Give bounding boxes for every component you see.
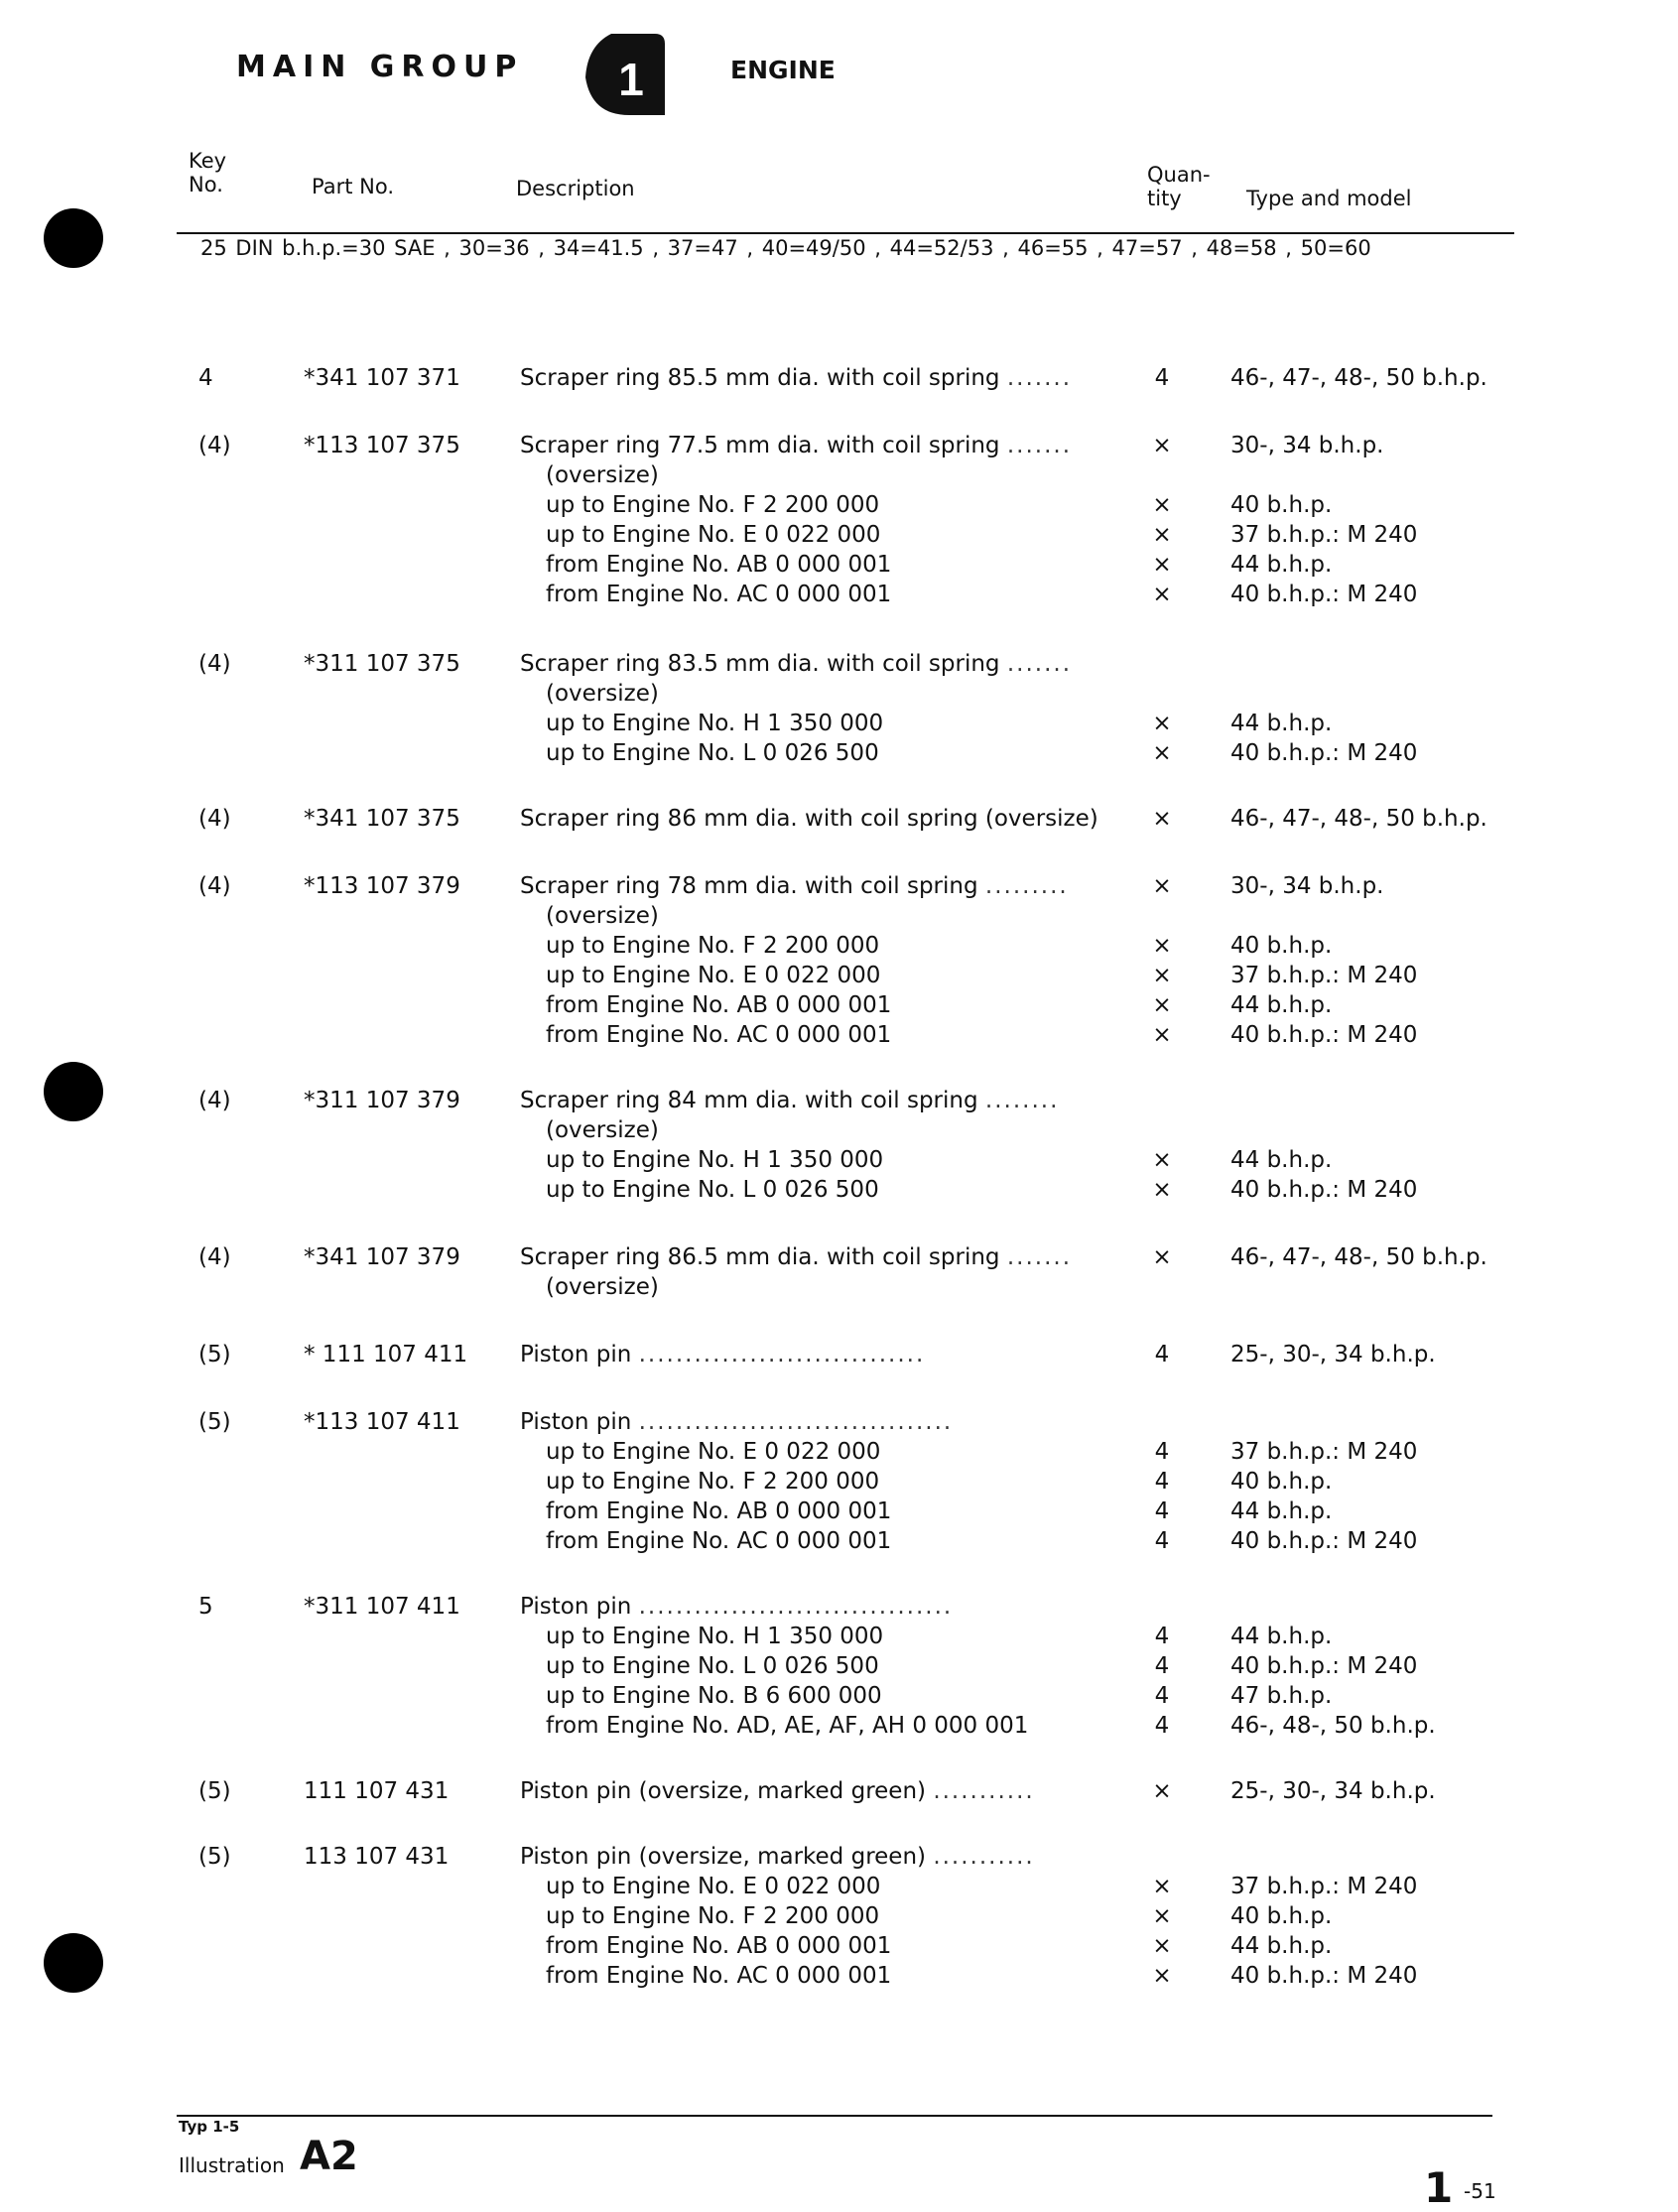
header-rule — [177, 232, 1514, 234]
part-description — [546, 679, 659, 709]
part-description — [546, 1437, 880, 1467]
key-number: 5 — [198, 1594, 213, 1620]
type-model: 44 b.h.p. — [1230, 992, 1333, 1018]
description-text: Piston pin (oversize, marked green) — [520, 1778, 926, 1804]
description-text: (oversize) — [546, 903, 659, 929]
type-model: 44 b.h.p. — [1230, 1933, 1333, 1959]
part-line — [0, 363, 1678, 393]
type-model: 30-, 34 b.h.p. — [1230, 873, 1384, 899]
quantity: × — [1152, 1244, 1172, 1270]
part-description — [546, 1711, 1028, 1741]
part-line — [0, 1175, 1678, 1205]
type-model: 40 b.h.p.: M 240 — [1230, 1963, 1418, 1989]
key-number: (5) — [198, 1409, 231, 1435]
quantity: × — [1152, 1903, 1172, 1929]
col-header-type: Type and model — [1246, 187, 1412, 210]
part-line — [0, 1842, 1678, 1872]
key-number: (4) — [198, 1088, 231, 1113]
part-line — [0, 1496, 1678, 1526]
type-model: 40 b.h.p. — [1230, 933, 1333, 959]
part-description — [546, 1901, 879, 1931]
part-entry — [0, 804, 1678, 834]
part-number: *311 107 375 — [304, 651, 460, 677]
type-model: 25-, 30-, 34 b.h.p. — [1230, 1342, 1436, 1367]
quantity: 4 — [1154, 365, 1170, 391]
description-text: up to Engine No. F 2 200 000 — [546, 492, 880, 518]
part-description — [520, 871, 1069, 901]
part-description — [546, 1496, 891, 1526]
description-text: up to Engine No. E 0 022 000 — [546, 963, 881, 988]
description-text: from Engine No. AB 0 000 001 — [546, 552, 892, 578]
quantity: 4 — [1154, 1653, 1170, 1679]
type-model: 44 b.h.p. — [1230, 1498, 1333, 1524]
col-header-quantity: Quan- tity — [1147, 163, 1211, 210]
part-number: 113 107 431 — [304, 1844, 450, 1870]
description-text: from Engine No. AB 0 000 001 — [546, 992, 892, 1018]
description-text: up to Engine No. L 0 026 500 — [546, 1653, 879, 1679]
part-description — [546, 1272, 659, 1302]
col-header-key: Key No. — [189, 149, 227, 196]
description-text: from Engine No. AC 0 000 001 — [546, 1528, 892, 1554]
type-model: 37 b.h.p.: M 240 — [1230, 1874, 1418, 1899]
leader-dots: ......... — [984, 873, 1069, 899]
quantity: × — [1152, 806, 1172, 832]
part-number: 111 107 431 — [304, 1778, 450, 1804]
part-description — [546, 1175, 879, 1205]
quantity: 4 — [1154, 1469, 1170, 1495]
part-description — [546, 1651, 879, 1681]
key-number: (4) — [198, 651, 231, 677]
description-text: up to Engine No. H 1 350 000 — [546, 1147, 884, 1173]
footer-typ: Typ 1-5 — [179, 2118, 240, 2136]
quantity: × — [1152, 873, 1172, 899]
part-entry — [0, 431, 1678, 609]
part-description — [520, 1407, 953, 1437]
part-line — [0, 1592, 1678, 1622]
leader-dots: ....... — [1006, 433, 1073, 458]
part-description — [546, 931, 879, 961]
description-text: up to Engine No. E 0 022 000 — [546, 1874, 881, 1899]
part-description — [546, 520, 880, 550]
type-model: 46-, 47-, 48-, 50 b.h.p. — [1230, 806, 1487, 832]
quantity: × — [1152, 492, 1172, 518]
part-line — [0, 990, 1678, 1020]
leader-dots: ....... — [1006, 651, 1073, 677]
description-text: up to Engine No. B 6 600 000 — [546, 1683, 882, 1709]
part-line — [0, 1467, 1678, 1496]
part-description — [520, 1842, 1035, 1872]
type-model: 44 b.h.p. — [1230, 552, 1333, 578]
description-text: Piston pin — [520, 1342, 632, 1367]
part-description — [546, 1020, 891, 1050]
quantity: 4 — [1154, 1713, 1170, 1739]
type-model: 46-, 47-, 48-, 50 b.h.p. — [1230, 1244, 1487, 1270]
group-title: ENGINE — [730, 56, 836, 84]
part-line — [0, 490, 1678, 520]
description-text: from Engine No. AB 0 000 001 — [546, 1933, 892, 1959]
group-number: 1 — [618, 54, 644, 105]
part-line — [0, 1961, 1678, 1991]
quantity: 4 — [1154, 1528, 1170, 1554]
part-entry — [0, 1776, 1678, 1806]
part-description — [546, 1467, 879, 1496]
description-text: up to Engine No. E 0 022 000 — [546, 1439, 881, 1465]
quantity: 4 — [1154, 1498, 1170, 1524]
part-entry — [0, 1086, 1678, 1205]
part-entry — [0, 1842, 1678, 1991]
part-line — [0, 804, 1678, 834]
part-line — [0, 709, 1678, 738]
part-description — [546, 1681, 882, 1711]
part-description — [546, 990, 891, 1020]
quantity: × — [1152, 933, 1172, 959]
part-line — [0, 1020, 1678, 1050]
quantity: × — [1152, 522, 1172, 548]
part-number: * 111 107 411 — [304, 1342, 468, 1367]
part-entry — [0, 1592, 1678, 1741]
key-number: (4) — [198, 1244, 231, 1270]
part-entry — [0, 363, 1678, 393]
part-description — [520, 1592, 953, 1622]
part-number: *341 107 375 — [304, 806, 460, 832]
quantity: × — [1152, 1933, 1172, 1959]
description-text: up to Engine No. H 1 350 000 — [546, 1624, 884, 1649]
part-description — [520, 1242, 1072, 1272]
type-model: 44 b.h.p. — [1230, 1147, 1333, 1173]
part-description — [546, 1872, 880, 1901]
hp-equivalence-line: 25 DIN b.h.p.=30 SAE , 30=36 , 34=41.5 , 37=47 , 40=49/50 , 44=52/53 , 46=55 , 47=57 , 48=58 , 50=60 — [200, 236, 1371, 260]
part-line — [0, 1651, 1678, 1681]
type-model: 44 b.h.p. — [1230, 711, 1333, 736]
key-number: (4) — [198, 873, 231, 899]
col-header-part: Part No. — [312, 175, 394, 198]
quantity: × — [1152, 1147, 1172, 1173]
part-line — [0, 1711, 1678, 1741]
part-line — [0, 550, 1678, 580]
key-number: 4 — [198, 365, 213, 391]
part-line — [0, 738, 1678, 768]
part-line — [0, 679, 1678, 709]
description-text: (oversize) — [546, 1117, 659, 1143]
description-text: (oversize) — [546, 1274, 659, 1300]
col-header-description: Description — [516, 177, 635, 200]
leader-dots: ........... — [933, 1844, 1035, 1870]
part-line — [0, 1526, 1678, 1556]
quantity: 4 — [1154, 1439, 1170, 1465]
quantity: × — [1152, 1778, 1172, 1804]
part-line — [0, 1272, 1678, 1302]
part-entry — [0, 871, 1678, 1050]
quantity: × — [1152, 963, 1172, 988]
type-model: 30-, 34 b.h.p. — [1230, 433, 1384, 458]
part-line — [0, 1340, 1678, 1369]
part-line — [0, 1115, 1678, 1145]
quantity: × — [1152, 992, 1172, 1018]
key-number: (5) — [198, 1844, 231, 1870]
type-model: 37 b.h.p.: M 240 — [1230, 522, 1418, 548]
type-model: 37 b.h.p.: M 240 — [1230, 1439, 1418, 1465]
part-line — [0, 1407, 1678, 1437]
type-model: 47 b.h.p. — [1230, 1683, 1333, 1709]
part-number: *341 107 379 — [304, 1244, 460, 1270]
quantity: × — [1152, 433, 1172, 458]
description-text: Scraper ring 83.5 mm dia. with coil spring — [520, 651, 1000, 677]
part-number: *311 107 411 — [304, 1594, 460, 1620]
quantity: × — [1152, 1022, 1172, 1048]
part-number: *113 107 379 — [304, 873, 460, 899]
description-text: Scraper ring 78 mm dia. with coil spring — [520, 873, 978, 899]
part-line — [0, 580, 1678, 609]
part-line — [0, 1901, 1678, 1931]
leader-dots: ........... — [933, 1778, 1035, 1804]
part-description — [546, 490, 879, 520]
illustration-label: Illustration — [179, 2153, 285, 2177]
part-description — [546, 580, 891, 609]
part-description — [546, 460, 659, 490]
part-description — [546, 738, 879, 768]
page-number-minor: -51 — [1464, 2179, 1496, 2203]
part-description — [546, 1115, 659, 1145]
page-number-major: 1 — [1424, 2163, 1454, 2212]
description-text: up to Engine No. F 2 200 000 — [546, 1903, 880, 1929]
type-model: 40 b.h.p.: M 240 — [1230, 1528, 1418, 1554]
quantity: × — [1152, 711, 1172, 736]
part-number: *113 107 375 — [304, 433, 460, 458]
leader-dots: .................................. — [638, 1409, 954, 1435]
part-line — [0, 460, 1678, 490]
quantity: × — [1152, 552, 1172, 578]
description-text: Scraper ring 84 mm dia. with coil spring — [520, 1088, 978, 1113]
part-line — [0, 431, 1678, 460]
part-line — [0, 1145, 1678, 1175]
part-description — [546, 1931, 891, 1961]
part-description — [546, 1526, 891, 1556]
part-description — [520, 804, 1098, 834]
quantity: × — [1152, 1177, 1172, 1203]
part-line — [0, 520, 1678, 550]
key-number: (4) — [198, 433, 231, 458]
description-text: (oversize) — [546, 681, 659, 707]
description-text: up to Engine No. L 0 026 500 — [546, 1177, 879, 1203]
part-entry — [0, 649, 1678, 768]
type-model: 46-, 47-, 48-, 50 b.h.p. — [1230, 365, 1487, 391]
type-model: 40 b.h.p.: M 240 — [1230, 1022, 1418, 1048]
part-line — [0, 1872, 1678, 1901]
part-line — [0, 961, 1678, 990]
type-model: 40 b.h.p.: M 240 — [1230, 1177, 1418, 1203]
description-text: up to Engine No. E 0 022 000 — [546, 522, 881, 548]
part-line — [0, 1086, 1678, 1115]
part-line — [0, 1776, 1678, 1806]
quantity: × — [1152, 1963, 1172, 1989]
group-number-badge — [581, 30, 667, 119]
key-number: (5) — [198, 1778, 231, 1804]
description-text: from Engine No. AB 0 000 001 — [546, 1498, 892, 1524]
description-text: up to Engine No. H 1 350 000 — [546, 711, 884, 736]
description-text: from Engine No. AD, AE, AF, AH 0 000 001 — [546, 1713, 1029, 1739]
description-text: (oversize) — [546, 462, 659, 488]
type-model: 40 b.h.p.: M 240 — [1230, 1653, 1418, 1679]
quantity: × — [1152, 582, 1172, 607]
description-text: from Engine No. AC 0 000 001 — [546, 1022, 892, 1048]
part-description — [546, 1145, 883, 1175]
part-entry — [0, 1242, 1678, 1302]
part-line — [0, 1681, 1678, 1711]
description-text: Piston pin — [520, 1409, 632, 1435]
illustration-code: A2 — [300, 2134, 358, 2179]
part-line — [0, 871, 1678, 901]
part-line — [0, 901, 1678, 931]
type-model: 46-, 48-, 50 b.h.p. — [1230, 1713, 1436, 1739]
quantity: 4 — [1154, 1342, 1170, 1367]
quantity: 4 — [1154, 1624, 1170, 1649]
part-line — [0, 1931, 1678, 1961]
part-number: *341 107 371 — [304, 365, 460, 391]
part-number: *113 107 411 — [304, 1409, 460, 1435]
quantity: × — [1152, 740, 1172, 766]
type-model: 40 b.h.p.: M 240 — [1230, 740, 1418, 766]
part-line — [0, 1437, 1678, 1467]
part-description — [546, 550, 891, 580]
type-model: 40 b.h.p.: M 240 — [1230, 582, 1418, 607]
part-description — [520, 1340, 925, 1369]
parts-list — [0, 327, 1678, 1991]
footer-rule — [177, 2115, 1492, 2117]
description-text: Scraper ring 77.5 mm dia. with coil spring — [520, 433, 1000, 458]
type-model: 25-, 30-, 34 b.h.p. — [1230, 1778, 1436, 1804]
part-description — [520, 1776, 1035, 1806]
part-entry — [0, 1340, 1678, 1369]
description-text: Piston pin — [520, 1594, 632, 1620]
binder-hole — [44, 208, 103, 268]
key-number: (4) — [198, 806, 231, 832]
type-model: 44 b.h.p. — [1230, 1624, 1333, 1649]
leader-dots: .................................. — [638, 1594, 954, 1620]
main-group-label: MAIN GROUP — [236, 50, 524, 84]
part-description — [546, 1961, 891, 1991]
type-model: 40 b.h.p. — [1230, 492, 1333, 518]
quantity: × — [1152, 1874, 1172, 1899]
part-entry — [0, 1407, 1678, 1556]
description-text: Scraper ring 86.5 mm dia. with coil spring — [520, 1244, 1000, 1270]
description-text: Scraper ring 85.5 mm dia. with coil spring — [520, 365, 1000, 391]
part-line — [0, 1622, 1678, 1651]
description-text: up to Engine No. F 2 200 000 — [546, 933, 880, 959]
description-text: Piston pin (oversize, marked green) — [520, 1844, 926, 1870]
part-description — [546, 709, 883, 738]
part-description — [546, 961, 880, 990]
part-line — [0, 1242, 1678, 1272]
description-text: up to Engine No. L 0 026 500 — [546, 740, 879, 766]
part-description — [520, 363, 1072, 393]
description-text: from Engine No. AC 0 000 001 — [546, 1963, 892, 1989]
part-line — [0, 649, 1678, 679]
part-description — [520, 1086, 1059, 1115]
leader-dots: ....... — [1006, 365, 1073, 391]
description-text: from Engine No. AC 0 000 001 — [546, 582, 892, 607]
description-text: up to Engine No. F 2 200 000 — [546, 1469, 880, 1495]
part-number: *311 107 379 — [304, 1088, 460, 1113]
part-description — [520, 431, 1072, 460]
leader-dots: ........ — [984, 1088, 1060, 1113]
type-model: 40 b.h.p. — [1230, 1903, 1333, 1929]
part-description — [546, 901, 659, 931]
type-model: 37 b.h.p.: M 240 — [1230, 963, 1418, 988]
leader-dots: ............................... — [638, 1342, 926, 1367]
part-description — [520, 649, 1072, 679]
description-text: Scraper ring 86 mm dia. with coil spring (oversize) — [520, 806, 1098, 832]
part-line — [0, 931, 1678, 961]
part-description — [546, 1622, 883, 1651]
quantity: 4 — [1154, 1683, 1170, 1709]
key-number: (5) — [198, 1342, 231, 1367]
leader-dots: ....... — [1006, 1244, 1073, 1270]
type-model: 40 b.h.p. — [1230, 1469, 1333, 1495]
